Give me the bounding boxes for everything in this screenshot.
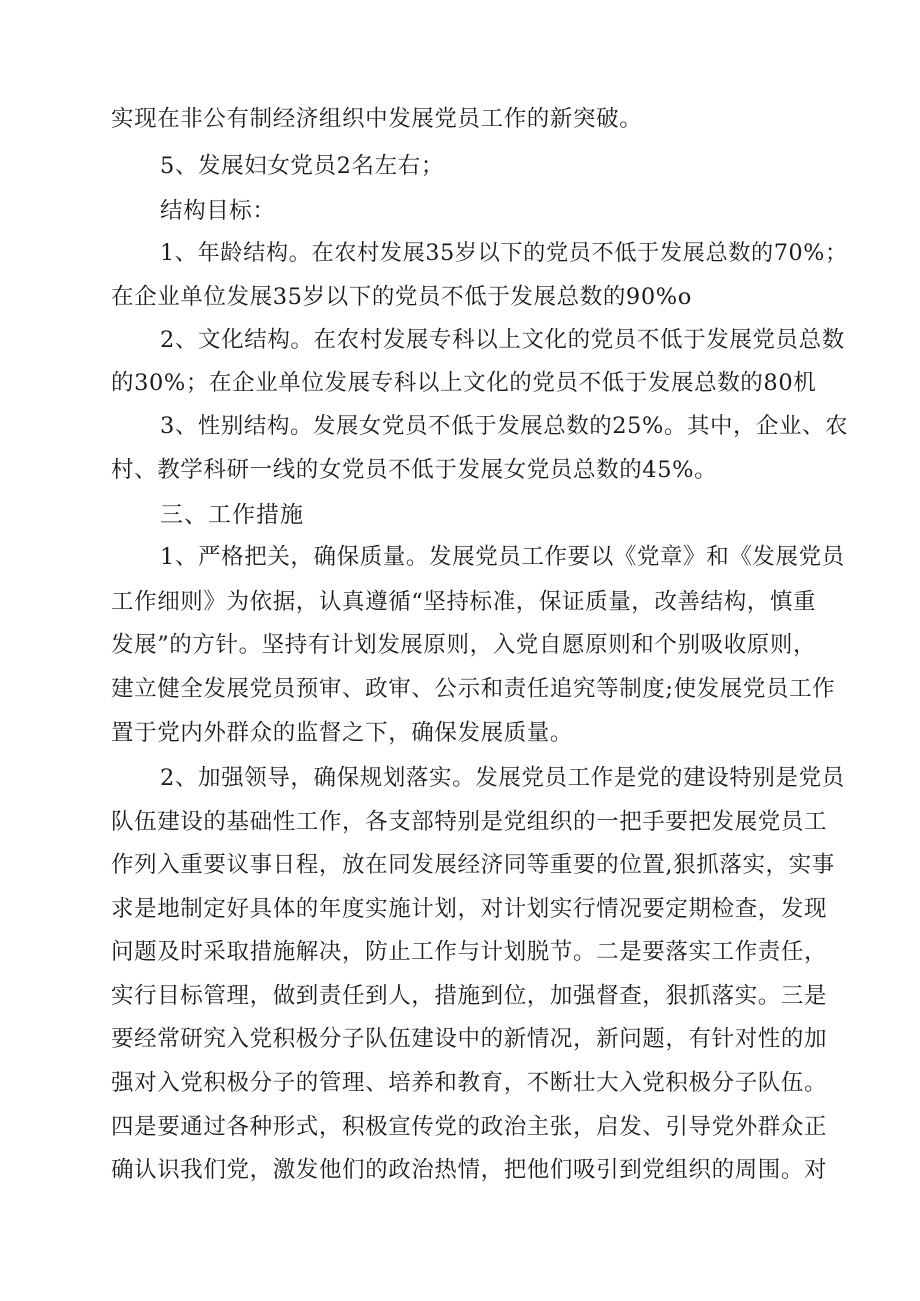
paragraph-line: 5、发展妇女党员2名左右； bbox=[160, 153, 444, 179]
paragraph-line: 建立健全发展党员预审、政审、公示和责任追究等制度;使发展党员工作 bbox=[111, 676, 836, 702]
paragraph-line: 要经常研究入党积极分子队伍建设中的新情况，新问题，有针对性的加 bbox=[111, 1026, 828, 1052]
paragraph-line: 求是地制定好具体的年度实施计划，对计划实行情况要定期检查，发现 bbox=[111, 896, 828, 922]
paragraph-line: 实行目标管理，做到责任到人，措施到位，加强督查，狠抓落实。三是 bbox=[111, 983, 828, 1009]
paragraph-line: 结构目标： bbox=[160, 198, 276, 224]
paragraph-line: 在企业单位发展35岁以下的党员不低于发展总数的90%o bbox=[111, 284, 692, 310]
section-heading: 三、工作措施 bbox=[160, 502, 304, 528]
paragraph-line: 发展”的方针。坚持有计划发展原则，入党自愿原则和个别吸收原则， bbox=[111, 632, 817, 658]
paragraph-line: 村、教学科研一线的女党员不低于发展女党员总数的45%。 bbox=[111, 457, 718, 483]
paragraph-line: 强对入党积极分子的管理、培养和教育，不断壮大入党积极分子队伍。 bbox=[111, 1070, 828, 1096]
paragraph-line: 实现在非公有制经济组织中发展党员工作的新突破。 bbox=[111, 106, 643, 132]
paragraph-line: 作列入重要议事日程，放在同发展经济同等重要的位置,狠抓落实，实事 bbox=[111, 852, 835, 878]
paragraph-line: 1、年龄结构。在农村发展35岁以下的党员不低于发展总数的70%； bbox=[160, 240, 848, 266]
paragraph-line: 确认识我们党，激发他们的政治热情，把他们吸引到党组织的周围。对 bbox=[111, 1157, 828, 1183]
paragraph-line: 工作细则》为依据，认真遵循“坚持标准，保证质量，改善结构，慎重 bbox=[111, 589, 817, 615]
paragraph-line: 置于党内外群众的监督之下，确保发展质量。 bbox=[111, 720, 574, 746]
paragraph-line: 2、加强领导，确保规划落实。发展党员工作是党的建设特别是党员 bbox=[160, 765, 845, 791]
paragraph-line: 3、性别结构。发展女党员不低于发展总数的25%。其中，企业、农 bbox=[160, 413, 849, 439]
paragraph-line: 问题及时采取措施解决，防止工作与计划脱节。二是要落实工作责任， bbox=[111, 939, 828, 965]
paragraph-line: 队伍建设的基础性工作，各支部特别是党组织的一把手要把发展党员工 bbox=[111, 809, 828, 835]
paragraph-line: 2、文化结构。在农村发展专科以上文化的党员不低于发展党员总数 bbox=[160, 327, 845, 353]
paragraph-line: 四是要通过各种形式，积极宣传党的政治主张，启发、引导党外群众正 bbox=[111, 1114, 828, 1140]
paragraph-line: 的30%；在企业单位发展专科以上文化的党员不低于发展总数的80机 bbox=[111, 370, 817, 396]
paragraph-line: 1、严格把关，确保质量。发展党员工作要以《党章》和《发展党员 bbox=[160, 544, 845, 570]
